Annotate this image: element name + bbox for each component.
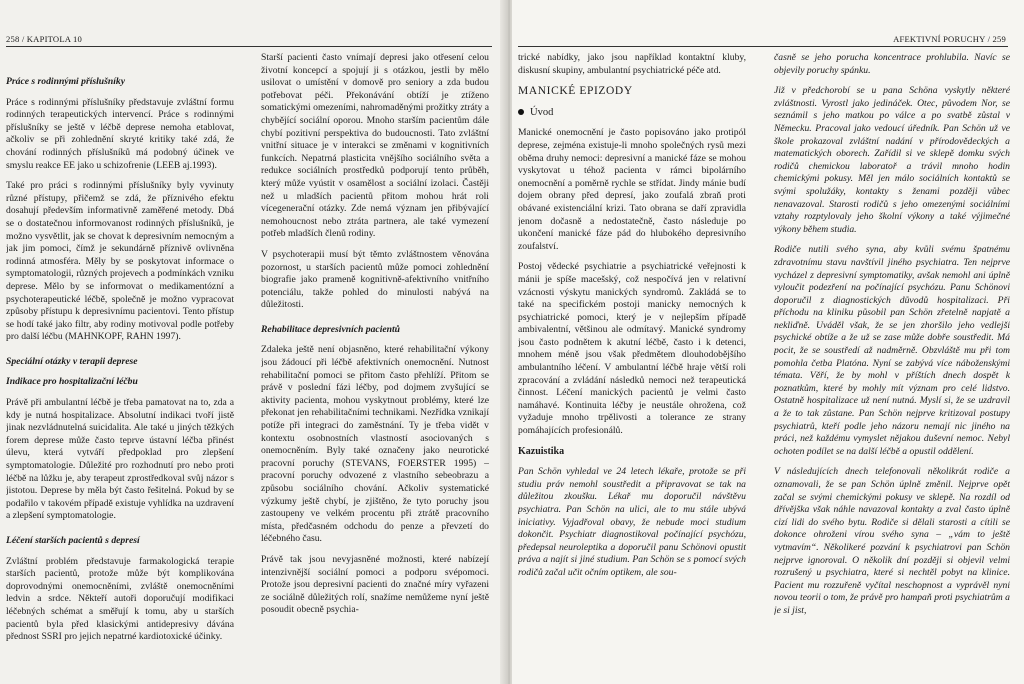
subheading-case-study: Kazuistika	[518, 445, 565, 457]
case-study-text: Již v předchorobí se u pana Schöna vyskytly některé zvláštnosti. Vyrostl jako jedináček. Otec, původem Nor, se seznámil s jeho matkou po válce a po svatbě zůstal v Německu. Pracoval jako vedoucí úředník. Pan Schön už ve škole prokazoval zvláštní nadání v přírodovědeckých a matematických oborech. Zařídil si ve sklepě domku svých rodičů chemickou laboratoř a trávil mnoho hodin chemickými pokusy. Měl jen málo sociálních kontaktů se svými spolužáky, kontakty s ženami později vůbec nenavazoval. Starosti rodičů s jeho omezenými sociálními vztahy rozptylovaly jeho školní výkony a také výjimečné výkony během studia.	[774, 85, 1010, 235]
case-study-text: V následujících dnech telefonovali několikrát rodiče a oznamovali, že se pan Schön úplně změnil. Nejprve opět začal se svými chemickými pokusy ve sklepě. Na rozdíl od dřívějška však náhle navazoval kontakty a zval často úplně cizí lidi do svého bytu. Rodiče si dělali starosti a cítili se dokonce ohroženi vírou svého syna – „vám to ještě vytmavím“. Několikeré pozvání k psychiatrovi pan Schön nejprve ignoroval. O několik dní později si objevil velmi rozrušený u psychiatra, které si nechtěl pobyt na klinice. Pacient mu rozzuřeně vyčítal neschopnost a vyprávěl nyní novou teorii o tom, že právě pro hampaň proti psychiatrům a je si jist,	[774, 466, 1010, 616]
paragraph: Práce s rodinnými příslušníky představuje zvláštní formu rodinných terapeutických intervencí. Práce s rodinnými příslušníky se ještě v léčbě deprese nemoha etablovat, ačkoliv se při zohlednění skryté kritiky také zdá, že chování rodinných příslušníků má podobný účinek ve smyslu reakce EE jako u schizofrenie (LEEB aj.1993).	[6, 96, 234, 171]
left-header-rule	[6, 46, 492, 47]
section-title-manic-episodes: MANICKÉ EPIZODY	[518, 85, 633, 98]
paragraph: Zdaleka ještě není objasněno, které rehabilitační výkony jsou žádoucí při léčbě afektivních onemocnění. Nutnost rehabilitační pomoci se přitom často přehlíží. Přitom se právě v poslední fázi léčby, pod dojmem zvyšující se aktivity pacienta, mohou vyskytnout problémy, které lze překonat jen rehabilitačními technikami. Nezřídka vznikají potíže při integraci do zaměstnání. Ty je třeba vidět v kontextu osobnostních vlastností asociovaných s onemocněním. Byly také označeny jako neurotické pracovní poruchy (STEVANS, FOERSTER 1995) – pracovní poruchy odvozené z vlastního sebeobrazu a způsobu sociálního chování. Ačkoliv systematické výzkumy ještě chybí, je zjištěno, že tyto poruchy jsou zastoupeny ve velkém procentu při ztrátě pracovního místa, předčasném odchodu do penze a převzetí do léčebného času.	[261, 344, 489, 545]
right-column-1	[518, 52, 746, 682]
subheading-special-questions: Speciální otázky v terapii deprese	[6, 355, 138, 367]
right-header-rule	[518, 46, 1008, 47]
paragraph: Právě tak jsou nevyjasněné možnosti, které nabízejí intenzivnější sociální pomoci a podporu svépomoci. Protože jsou depresivní pacienti do značné míry vyřazeni ze sociálně důležitých rolí, snažíme nemůžeme nyní ještě posoudit obecně psychia-	[261, 553, 489, 616]
right-column-2	[774, 52, 1010, 682]
subheading-family-work: Práce s rodinnými příslušníky	[6, 76, 125, 87]
bullet-dot-icon	[518, 109, 524, 115]
left-column-2	[261, 52, 489, 682]
subheading-hospitalization: Indikace pro hospitalizační léčbu	[6, 376, 138, 388]
paragraph: V psychoterapii musí být těmto zvláštnostem věnována pozornost, u starších pacientů může pomoci zohlednění biografie jako prameně kognitivně-afektivního vnitřního potenciálu, takže pohled do minulosti nabývá na důležitosti.	[261, 248, 489, 311]
paragraph: Manické onemocnění je často popisováno jako protipól deprese, zejména existuje-li mnoho společných rysů mezi oběma druhy nemoci: depresivní a manické fáze se mohou vyskytovat u téhož pacienta v rámci bipolárního onemocnění a poměrně rychle se střídat. Jindy mánie budí dojem obrany před depresí, jako zoufalá zbraň proti obávané existenciální krizi. Tato obrana se daří zpravidla jenom dočasně a nedostatečně, často následuje po ukončení manické fáze pád do hlubokého depresivního zoufalství.	[518, 127, 746, 252]
left-book-page	[0, 0, 506, 684]
right-running-head: AFEKTIVNÍ PORUCHY / 259	[893, 34, 1006, 44]
paragraph: Zvláštní problém představuje farmakologická terapie starších pacientů, protože může být komplikována doprovodnými onemocněními, zvláště onemocněními ledvin a srdce. Někteří autoři doporučují modifikaci léčebných schémat a směřují k tomu, aby u starších pacientů byla před klasickými antidepresivy dávána přednost SSRI pro jejich nepatrné kardiotoxické účinky.	[6, 555, 234, 643]
paragraph: Starší pacienti často vnímají depresi jako otřesení celou životní koncepcí a spojují ji s otázkou, jestli by mělo usilovat o umístění v domově pro seniory a zda budou potřebovat péči. Překonávání obtíží je ztíženo somatickými omezeními, nahromaděnými prožitky ztráty a chybějící sociální oporou. Mnoho starším pacientům dále chybí pozitivní perspektiva do budoucnosti. Tato zvláštní vnitřní situace je v interakci se změnami v kognitivních funkcích. Nepatrná plasticita vnějšího sociálního světa a redukce sociálních prostředků podporují tento průběh, který může vyústit v osamělost a sociální izolaci. Častěji než u mladších pacientů přitom mohou hrát roli vícegenerační otázky. Zde nemá význam jen přibývající nemohoucnost nebo ztráta partnera, ale také vymezení potřeb mladších členů rodiny.	[261, 52, 489, 240]
case-study-text: časně se jeho porucha koncentrace prohlubila. Navíc se objevily poruchy spánku.	[774, 52, 1010, 76]
paragraph: Postoj vědecké psychiatrie a psychiatrické veřejnosti k mánii je spíše macešský, což nespočívá jen v relativní vzácnosti výskytu manických syndromů. Zakládá se to také na specifickém postoji manicky nemocných k psychiatrické pomoci, který je v nejlepším případě ambivalentní, většinou ale odmítavý. Manické syndromy jsou často podnětem k akutní léčbě, často i k detenci, mnohem méně jsou však předmětem dlouhodobějšího ambulantního léčení. V ambulantní léčbě hraje větší roli zpracování a zvládání následků nemoci než terapeutická činnost. Léčení manických pacientů je velmi často namáhavé. Kontinuita léčby je neustále ohrožena, což vyžaduje mnoho trpělivosti a tolerance ze strany pomáhajících profesionálů.	[518, 261, 746, 437]
paragraph: Také pro práci s rodinnými příslušníky byly vyvinuty různé přístupy, přičemž se zdá, že příznivého efektu dosahují především informativně zaměřené metody. Dbá se o dostatečnou informovanost rodinných příslušníků, je možno vysvětlit, jak se chovat k depresivním nemocným a jak jim pomoci, čímž je sekundárně příznivě ovlivněna rodinná atmosféra. Měly by se poskytovat informace o symptomatologii, různých projevech a podmínkách vzniku deprese. Mělo by se informovat o medikamentózní a psychoterapeutické léčbě, společně je možno vypracovat způsoby přístupu k depresivnímu pacientovi. Tento přístup se hodí také jako filtr, aby rodiny motivoval podle potřeby pro další léčbu (MAHNKOPF, RAHN 1997).	[6, 180, 234, 343]
subheading-older-patients: Léčení starších pacientů s depresí	[6, 535, 140, 546]
left-running-head: 258 / KAPITOLA 10	[6, 34, 83, 44]
paragraph: trické nabídky, jako jsou například kontaktní kluby, diskusní skupiny, ambulantní psychiatrické péče atd.	[518, 52, 746, 76]
paragraph: Právě při ambulantní léčbě je třeba pamatovat na to, zda a kdy je nutná hospitalizace. Absolutní indikaci tvoří jistě jinak nezvládnutelná suicidalita. Ale také u jiných těžkých forem deprese může často teprve ústavní léčba přinést úlevu, která vytváří předpoklad pro zlepšení symptomatologie. Důležité pro rozhodnutí pro nebo proti léčbě na lůžku je, aby terapeut zprostředkoval svůj názor s jistotou. Deprese by měla být často řešitelná. Pokud by se podařilo v takovém případě existuje vyhlídka na uzdravení a zlepšení symptomatologie.	[6, 397, 234, 522]
left-column-1	[6, 52, 234, 682]
bullet-heading-introduction: Úvod	[518, 107, 746, 120]
case-study-text: Rodiče nutili svého syna, aby kvůli svému špatnému zdravotnímu stavu navštívil jiného psychiatra. Ten nejprve vycházel z depresivní symptomatiky, avšak nemohl ani úplně vyloučit podezření na počínající psychózu. Panu Schönovi doporučil z diagnostických důvodů hospitalizaci. Při příchodu na kliniku působil pan Schön zřetelně napjatě a nekliďně. Uváděl však, že se jen zhoršilo jeho vedlejší psychické obtíže a že už se zase může dobře soustředit. Má pocit, že se soustředí až nadměrně. Obzvláště mu při tom pomohla četba Platóna. Nyní se zabývá více náboženskými témata. Věří, že by mohl v příštích dnech dospět k poznatkům, které by mohly mít význam pro celé lidstvo. Ostatně hospitalizace už není nutná. Myslí si, že se uzdravil a že to tak zůstane. Pan Schön nejprve kritizoval postupy psychiatrů, kteří podle jeho názoru nemají nic jiného na práci, než každému vymyslet nějakou duševní nemoc. Nebyl ochoten podílet se na další léčbě a opustil oddělení.	[774, 244, 1010, 457]
subheading-rehabilitation: Rehabilitace depresivních pacientů	[261, 323, 401, 335]
right-book-page	[512, 0, 1024, 684]
case-study-text: Pan Schön vyhledal ve 24 letech lékaře, protože se při studiu práv nemohl soustředit a připravovat se tak na důležitou zkoušku. Lékař mu doporučil návštěvu psychiatra. Pan Schön na ulici, ale to mu stále ubývá iniciativy. Vyjadřoval obavy, že nebude moci studium dokončit. Psychiatr diagnostikoval počínající psychózu, předepsal neuroleptika a doporučil panu Schönovi opustit práva a najít si jiné studium. Pan Schön se s pomocí svých rodičů začal učit očním optikem, ale sou-	[518, 466, 746, 578]
